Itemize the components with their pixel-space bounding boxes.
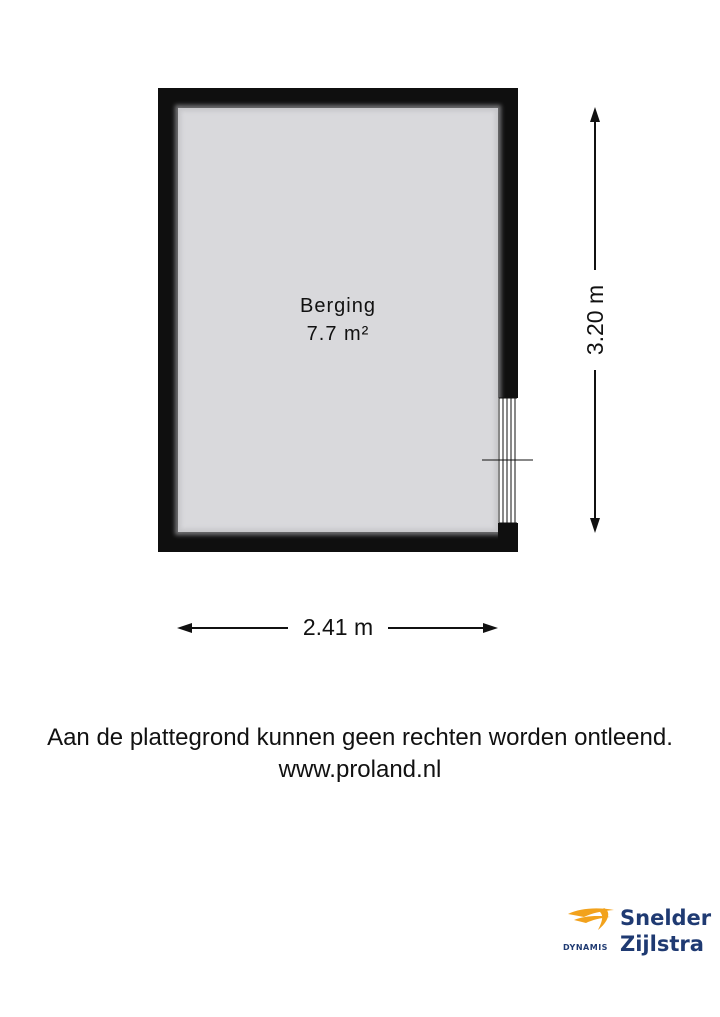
website-link[interactable]: www.proland.nl — [278, 756, 442, 783]
swoosh-logo-icon — [564, 904, 616, 934]
room-name: Berging — [300, 295, 376, 317]
logo-brand-line2: Zijlstra — [620, 932, 704, 956]
arrow-up-icon — [590, 107, 600, 122]
arrow-down-icon — [590, 518, 600, 533]
logo-brand-line1: Snelder — [620, 906, 712, 930]
company-logo — [560, 900, 710, 962]
width-label: 2.41 m — [288, 614, 388, 641]
room-floor — [178, 108, 498, 532]
room-area: 7.7 m² — [306, 323, 370, 345]
arrow-left-icon — [177, 623, 192, 633]
height-label: 3.20 m — [582, 270, 610, 370]
arrow-right-icon — [483, 623, 498, 633]
disclaimer-text: Aan de plattegrond kunnen geen rechten worden ontleend. — [47, 724, 673, 751]
wall-segment-lower-right — [498, 523, 518, 552]
logo-tagline: DYNAMIS — [563, 943, 608, 952]
